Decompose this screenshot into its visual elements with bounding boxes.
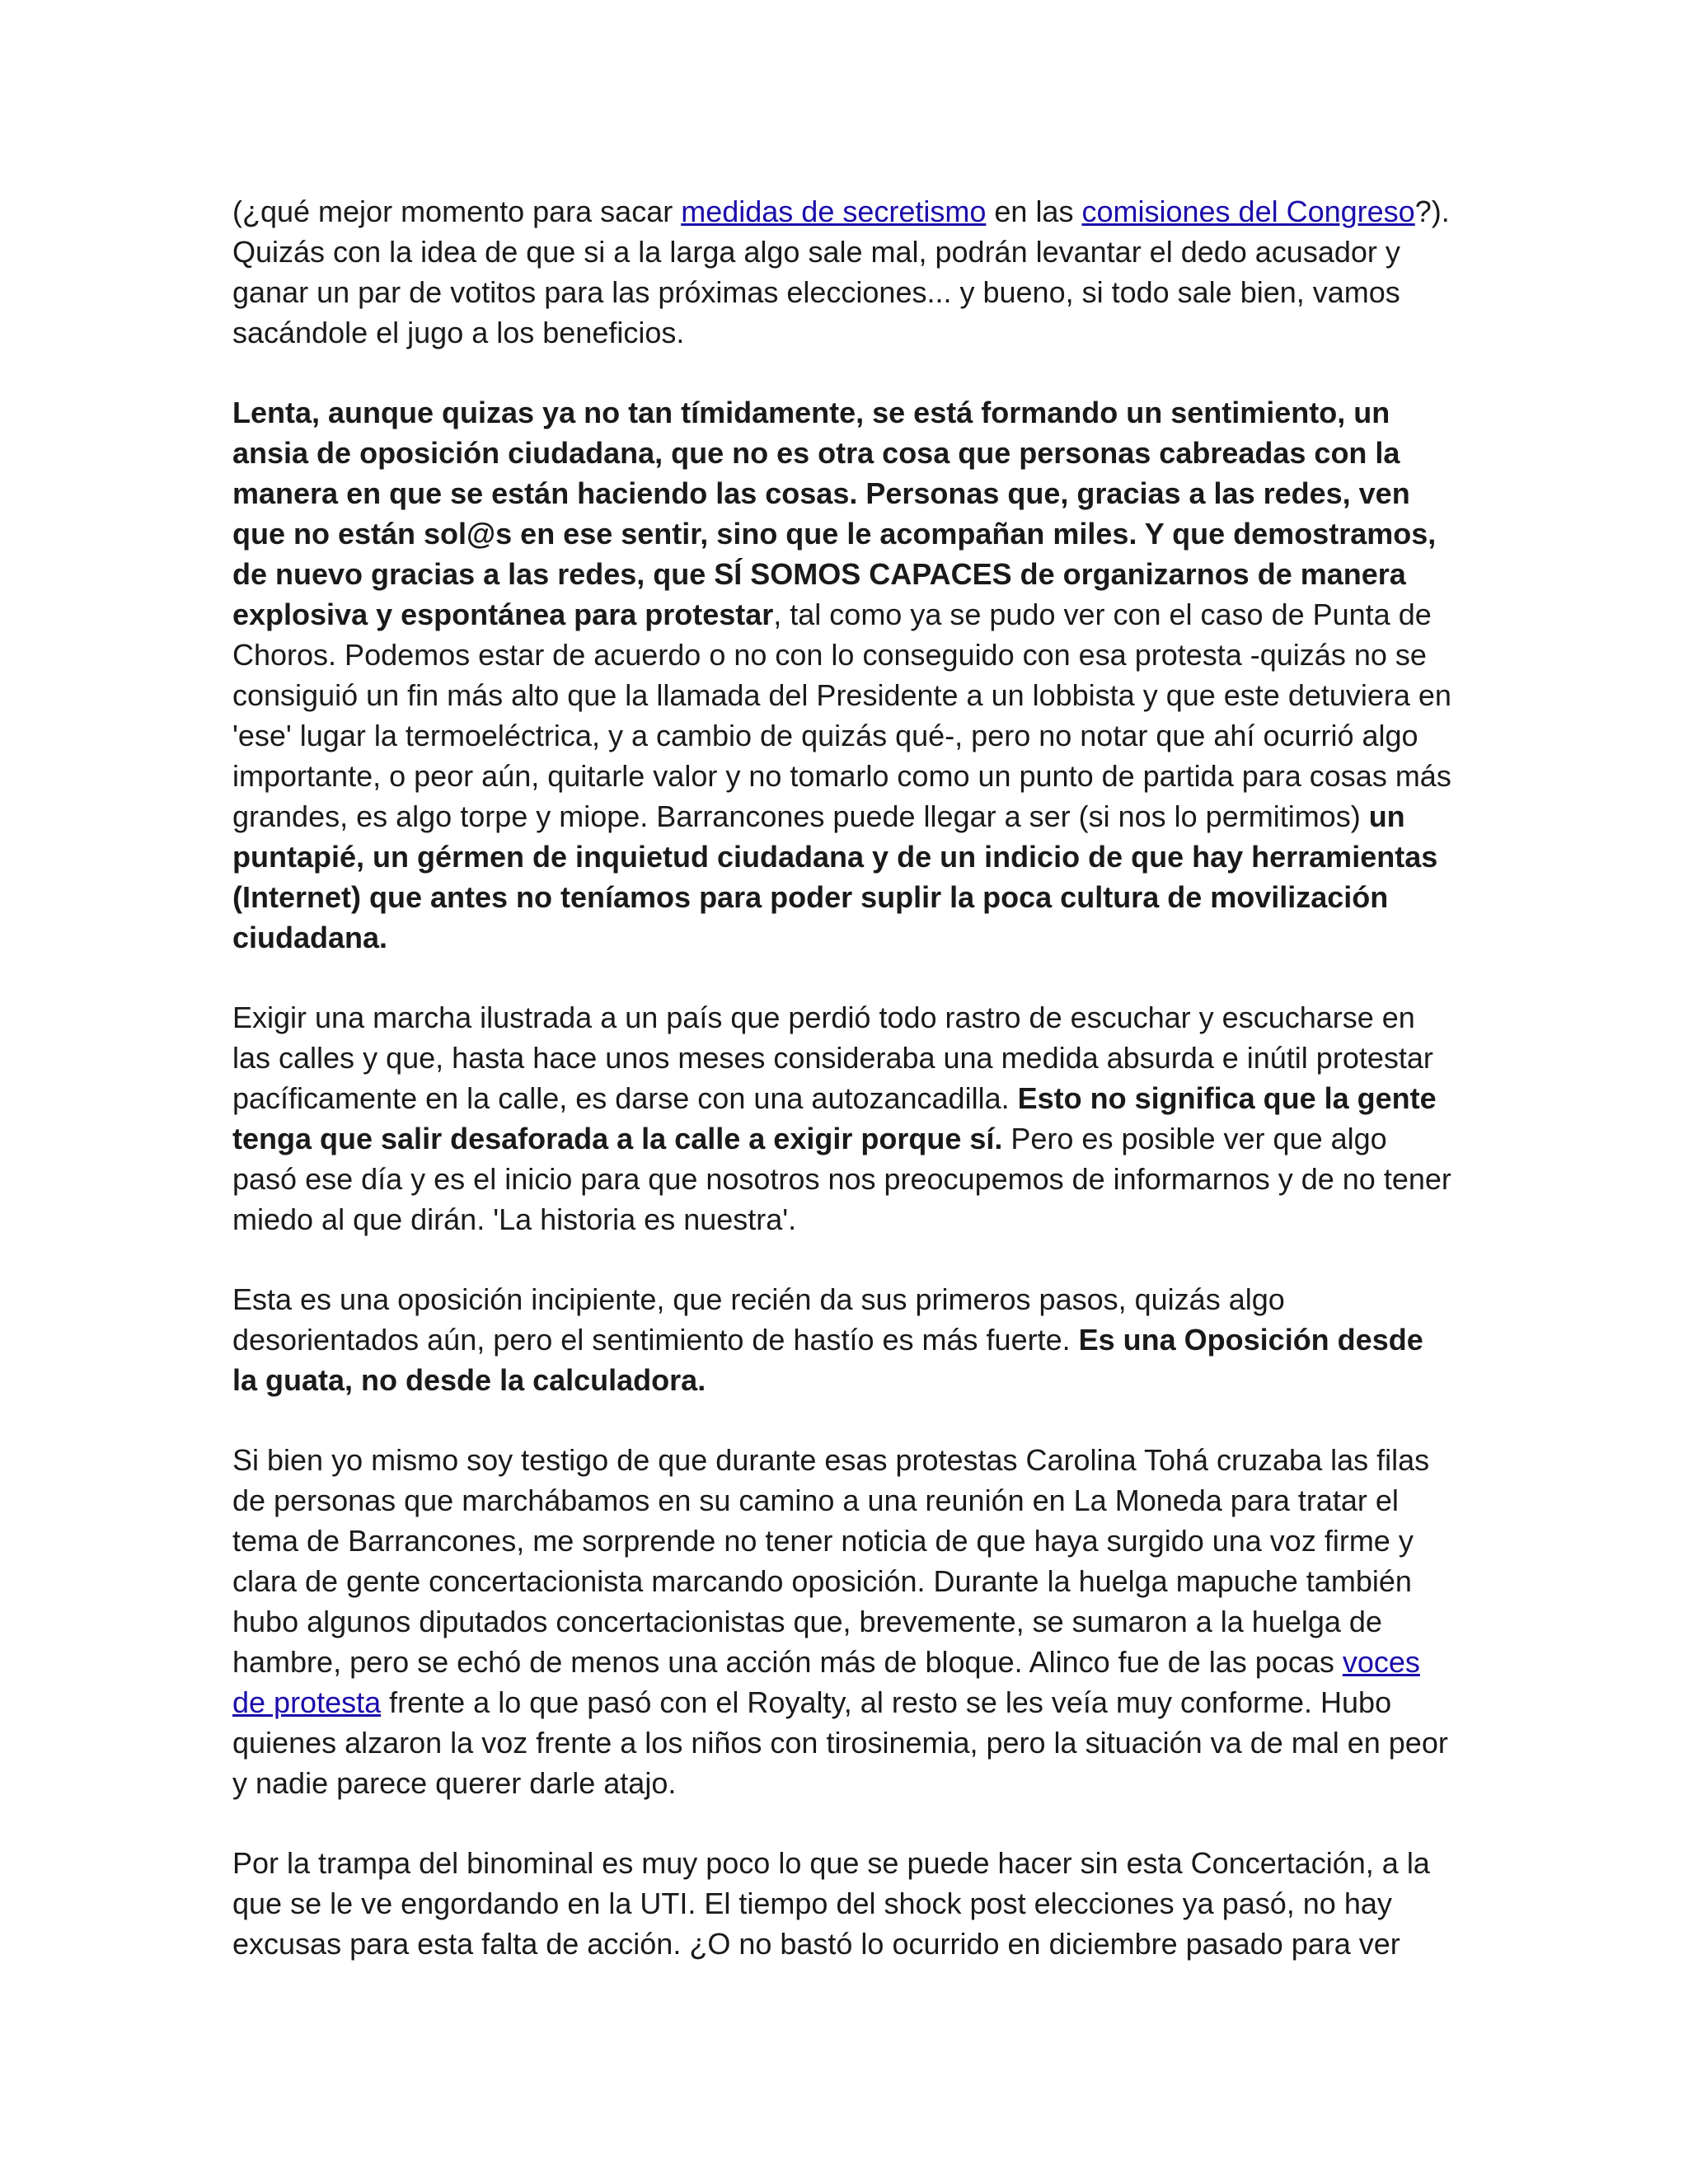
bold-text-run: Lenta, aunque quizas ya no tan tímidamente, se está formando un sentimiento, un ansia de oposición ciudadana, que no es otra cosa que personas cabreadas con la manera en que se están haciendo las cosas. Personas que, gracias a las redes, ven que no están sol@s en ese sentir, sino que le acompañan miles. Y que demostramos, de nuevo gracias a las redes, que SÍ SOMOS CAPACES de organizarnos de manera explosiva y espontánea para protestar xyxy=(232,396,1437,631)
paragraph-2 xyxy=(232,392,1452,958)
paragraph-4 xyxy=(232,1279,1452,1400)
bold-text-run: Es una Oposición desde la guata, no desde la calculadora. xyxy=(232,1323,1423,1397)
bold-text-run: Esto no significa que la gente tenga que salir desaforada a la calle a exigir porque sí. xyxy=(232,1081,1437,1155)
paragraph-3 xyxy=(232,997,1452,1240)
text-run: frente a lo que pasó con el Royalty, al resto se les veía muy conforme. Hubo quienes alzaron la voz frente a los niños con tirosinemia, pero la situación va de mal en peor y nadie parece querer darle atajo. xyxy=(232,1685,1448,1800)
paragraph-1 xyxy=(232,191,1452,353)
text-run: Pero es posible ver que algo pasó ese día y es el inicio para que nosotros nos preocupemos de informarnos y de no tener miedo al que dirán. 'La historia es nuestra'. xyxy=(232,1122,1451,1236)
text-run: Si bien yo mismo soy testigo de que durante esas protestas Carolina Tohá cruzaba las filas de personas que marchábamos en su camino a una reunión en La Moneda para tratar el tema de Barrancones, me sorprende no tener noticia de que haya surgido una voz firme y clara de gente concertacionista marcando oposición. Durante la huelga mapuche también hubo algunos diputados concertacionistas que, brevemente, se sumaron a la huelga de hambre, pero se echó de menos una acción más de bloque. Alinco fue de las pocas xyxy=(232,1443,1430,1679)
text-run: Exigir una marcha ilustrada a un país que perdió todo rastro de escuchar y escucharse en las calles y que, hasta hace unos meses consideraba una medida absurda e inútil protestar pacíficamente en la calle, es darse con una autozancadilla. xyxy=(232,1001,1433,1115)
link-comisiones-del-congreso[interactable]: comisiones del Congreso xyxy=(1081,194,1415,228)
link-medidas-de-secretismo[interactable]: medidas de secretismo xyxy=(681,194,987,228)
document-body xyxy=(232,191,1452,1964)
text-run: Por la trampa del binominal es muy poco lo que se puede hacer sin esta Concertación, a la que se le ve engordando en la UTI. El tiempo del shock post elecciones ya pasó, no hay excusas para esta falta de acción. ¿O no bastó lo ocurrido en diciembre pasado para ver xyxy=(232,1846,1430,1961)
paragraph-5 xyxy=(232,1440,1452,1803)
text-run: ?). Quizás con la idea de que si a la larga algo sale mal, podrán levantar el dedo acusador y ganar un par de votitos para las próximas elecciones... y bueno, si todo sale bien, vamos sacándole el jugo a los beneficios. xyxy=(232,194,1450,349)
text-run: en las xyxy=(986,194,1082,228)
text-run: (¿qué mejor momento para sacar xyxy=(232,194,682,228)
link-voces-de-protesta[interactable]: voces de protesta xyxy=(232,1645,1420,1719)
text-run: , tal como ya se pudo ver con el caso de Punta de Choros. Podemos estar de acuerdo o no con lo conseguido con esa protesta -quizás no se consiguió un fin más alto que la llamada del Presidente a un lobbista y que este detuviera en 'ese' lugar la termoeléctrica, y a cambio de quizás qué-, pero no notar que ahí ocurrió algo importante, o peor aún, quitarle valor y no tomarlo como un punto de partida para cosas más grandes, es algo torpe y miope. Barrancones puede llegar a ser (si nos lo permitimos) xyxy=(232,598,1451,833)
bold-text-run: un puntapié, un gérmen de inquietud ciudadana y de un indicio de que hay herramientas (Internet) que antes no teníamos para poder suplir la poca cultura de movilización ciudadana. xyxy=(232,799,1438,954)
paragraph-6 xyxy=(232,1843,1452,1964)
text-run: Esta es una oposición incipiente, que recién da sus primeros pasos, quizás algo desorientados aún, pero el sentimiento de hastío es más fuerte. xyxy=(232,1282,1285,1357)
